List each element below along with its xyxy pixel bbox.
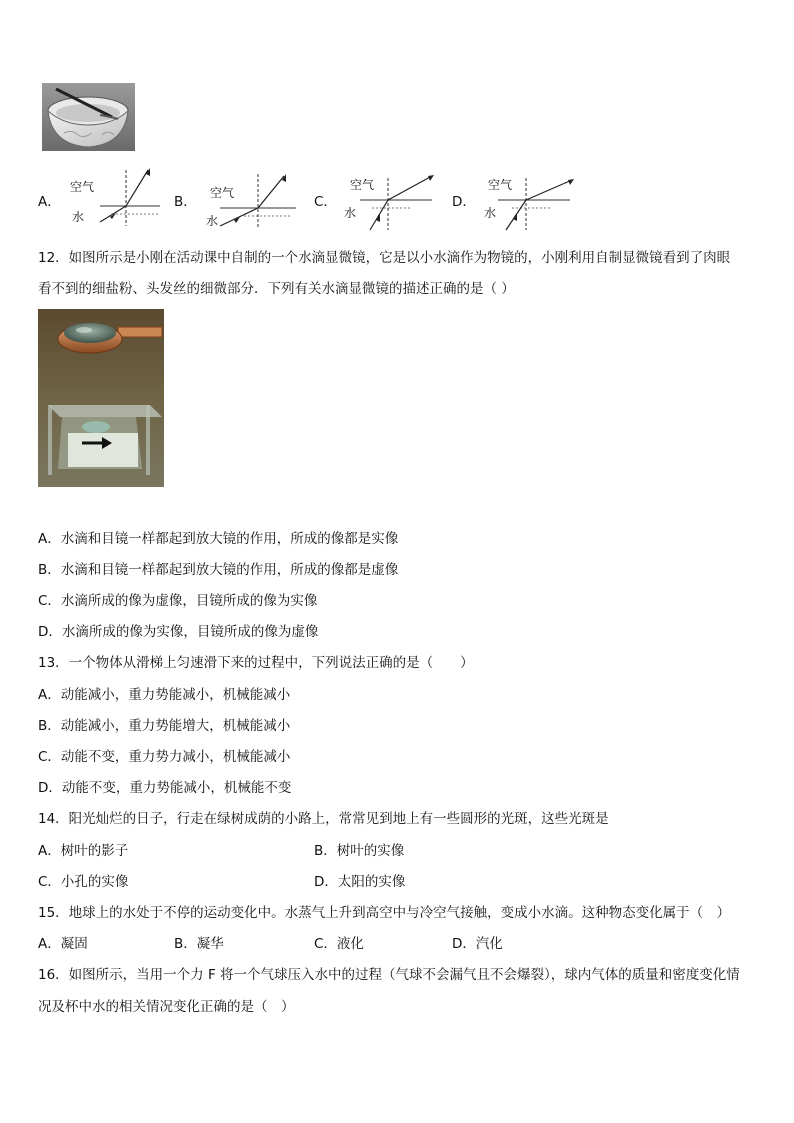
q11-option-c-diagram [342,168,446,232]
q11-option-d-diagram [480,168,584,232]
q16-stem-line1: 16．如图所示，当用一个力 F 将一个气球压入水中的过程（气球不会漏气且不会爆裂），球内气体的质量和密度变化情 [38,967,740,983]
q13-option-a[interactable]: A．动能减小，重力势能减小，机械能减小 [38,687,291,703]
q11-option-b-diagram [200,170,304,232]
q12-stem-line2: 看不到的细盐粉、头发丝的细微部分．下列有关水滴显微镜的描述正确的是（ ） [38,281,515,297]
q15-option-c[interactable]: C．液化 [314,936,364,952]
air-label: 空气 [488,178,513,192]
q15-option-b[interactable]: B．凝华 [174,936,224,952]
q14-option-b[interactable]: B．树叶的实像 [314,843,405,859]
water-label: 水 [206,214,219,228]
q14-option-c[interactable]: C．小孔的实像 [38,874,129,890]
q14-option-d[interactable]: D．太阳的实像 [314,874,406,890]
q12-stem-line1: 12．如图所示是小刚在活动课中自制的一个水滴显微镜，它是以小水滴作为物镜的，小刚利用自制显微镜看到了肉眼 [38,250,731,266]
q12-option-c[interactable]: C．水滴所成的像为虚像，目镜所成的像为实像 [38,593,318,609]
air-label: 空气 [350,178,375,192]
q12-option-b[interactable]: B．水滴和目镜一样都起到放大镜的作用，所成的像都是虚像 [38,562,399,578]
q13-stem: 13．一个物体从滑梯上匀速滑下来的过程中，下列说法正确的是（ ） [38,655,474,671]
q15-option-a[interactable]: A．凝固 [38,936,88,952]
q15-stem: 15．地球上的水处于不停的运动变化中。水蒸气上升到高空中与冷空气接触，变成小水滴。这种物态变化属于（ ） [38,905,731,921]
q13-option-d[interactable]: D．动能不变，重力势能减小，机械能不变 [38,780,292,796]
air-label: 空气 [70,180,95,194]
bowl-photo [42,83,135,151]
q16-stem-line2: 况及杯中水的相关情况变化正确的是（ ） [38,999,295,1015]
water-label: 水 [72,210,85,224]
q13-option-b[interactable]: B．动能减小，重力势能增大，机械能减小 [38,718,291,734]
q15-option-d[interactable]: D．汽化 [452,936,503,952]
q11-option-b-letter[interactable]: B． [174,194,197,210]
q11-option-a-diagram [66,166,170,230]
q14-stem: 14．阳光灿烂的日子，行走在绿树成荫的小路上，常常见到地上有一些圆形的光斑，这些光斑是 [38,811,609,827]
q12-option-d[interactable]: D．水滴所成的像为实像，目镜所成的像为虚像 [38,624,319,640]
q14-option-a[interactable]: A．树叶的影子 [38,843,129,859]
q11-option-c-letter[interactable]: C． [314,194,337,210]
water-label: 水 [344,206,357,220]
water-drop-microscope-photo [38,309,164,487]
q13-option-c[interactable]: C．动能不变，重力势力减小，机械能减小 [38,749,291,765]
q11-option-a-letter[interactable]: A． [38,194,61,210]
q12-option-a[interactable]: A．水滴和目镜一样都起到放大镜的作用，所成的像都是实像 [38,531,399,547]
q11-option-d-letter[interactable]: D． [452,194,476,210]
water-label: 水 [484,206,497,220]
air-label: 空气 [210,186,235,200]
